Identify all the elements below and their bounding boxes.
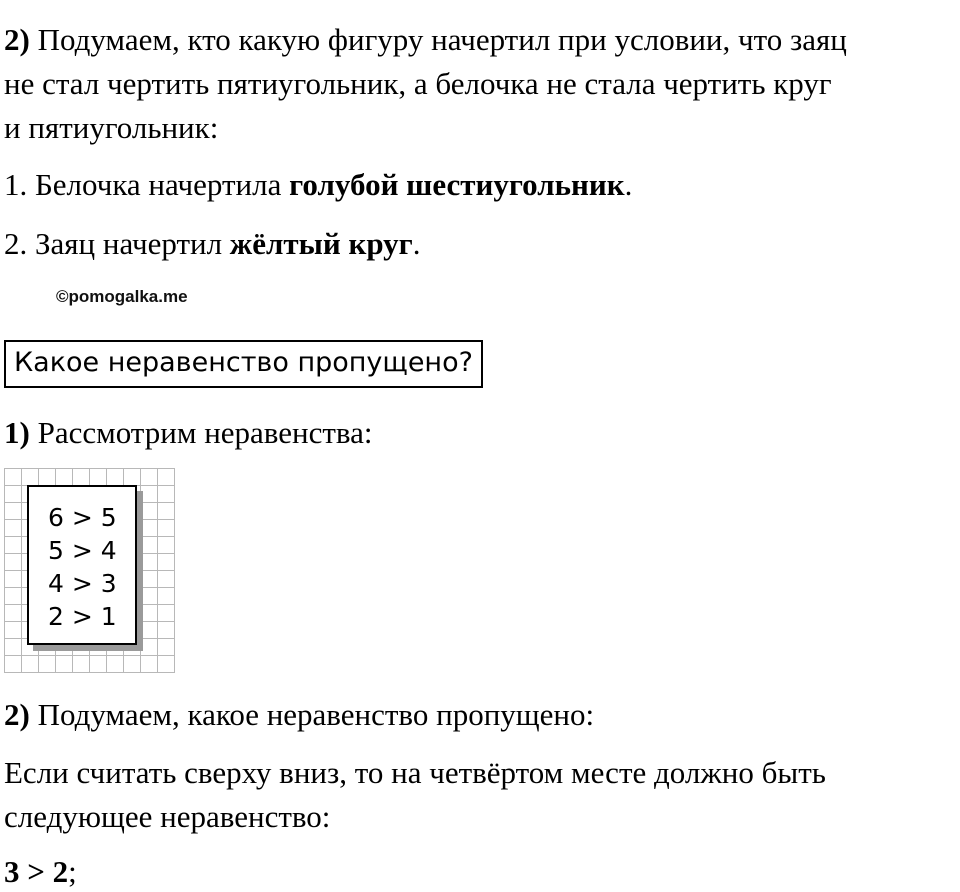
step2-text: Подумаем, какое неравенство пропущено: [29, 697, 595, 732]
inequalities-figure [4, 468, 175, 673]
step1-text: Рассмотрим неравенства: [29, 415, 373, 450]
step-number: 1) [4, 415, 30, 450]
explanation-line-1: Если считать сверху вниз, то на четвёртом месте должно быть [4, 755, 826, 790]
answer-item-2 [4, 224, 421, 264]
answer-suffix: ; [68, 854, 77, 889]
item2-prefix: 2. Заяц начертил [4, 226, 230, 261]
inequalities-card [27, 485, 137, 645]
explanation-line-2: следующее неравенство: [4, 799, 331, 834]
step2-line [4, 695, 594, 735]
inequality: 6 > 5 [48, 503, 117, 532]
answer-item-1 [4, 165, 632, 205]
task-title: Какое неравенство пропущено? [4, 340, 483, 388]
part2-line-2: не стал чертить пятиугольник, а белочка не стала чертить круг [4, 66, 832, 101]
inequality: 5 > 4 [48, 536, 117, 565]
step-number: 2) [4, 697, 30, 732]
item2-bold: жёлтый круг [229, 226, 413, 261]
watermark: ©pomogalka.me [56, 287, 188, 306]
item1-prefix: 1. Белочка начертила [4, 167, 290, 202]
part2-text-1: Подумаем, кто какую фигуру начертил при условии, что заяц [29, 22, 847, 57]
inequality: 2 > 1 [48, 602, 117, 631]
part2-line-3: и пятиугольник: [4, 110, 219, 145]
step1-line [4, 413, 373, 453]
inequality: 4 > 3 [48, 569, 117, 598]
final-answer [4, 852, 77, 892]
answer-inequality: 3 > 2 [4, 854, 69, 889]
item1-suffix: . [624, 167, 633, 202]
item2-suffix: . [412, 226, 421, 261]
part2-line-1 [4, 20, 847, 60]
item1-bold: голубой шестиугольник [289, 167, 625, 202]
step-number: 2) [4, 22, 30, 57]
